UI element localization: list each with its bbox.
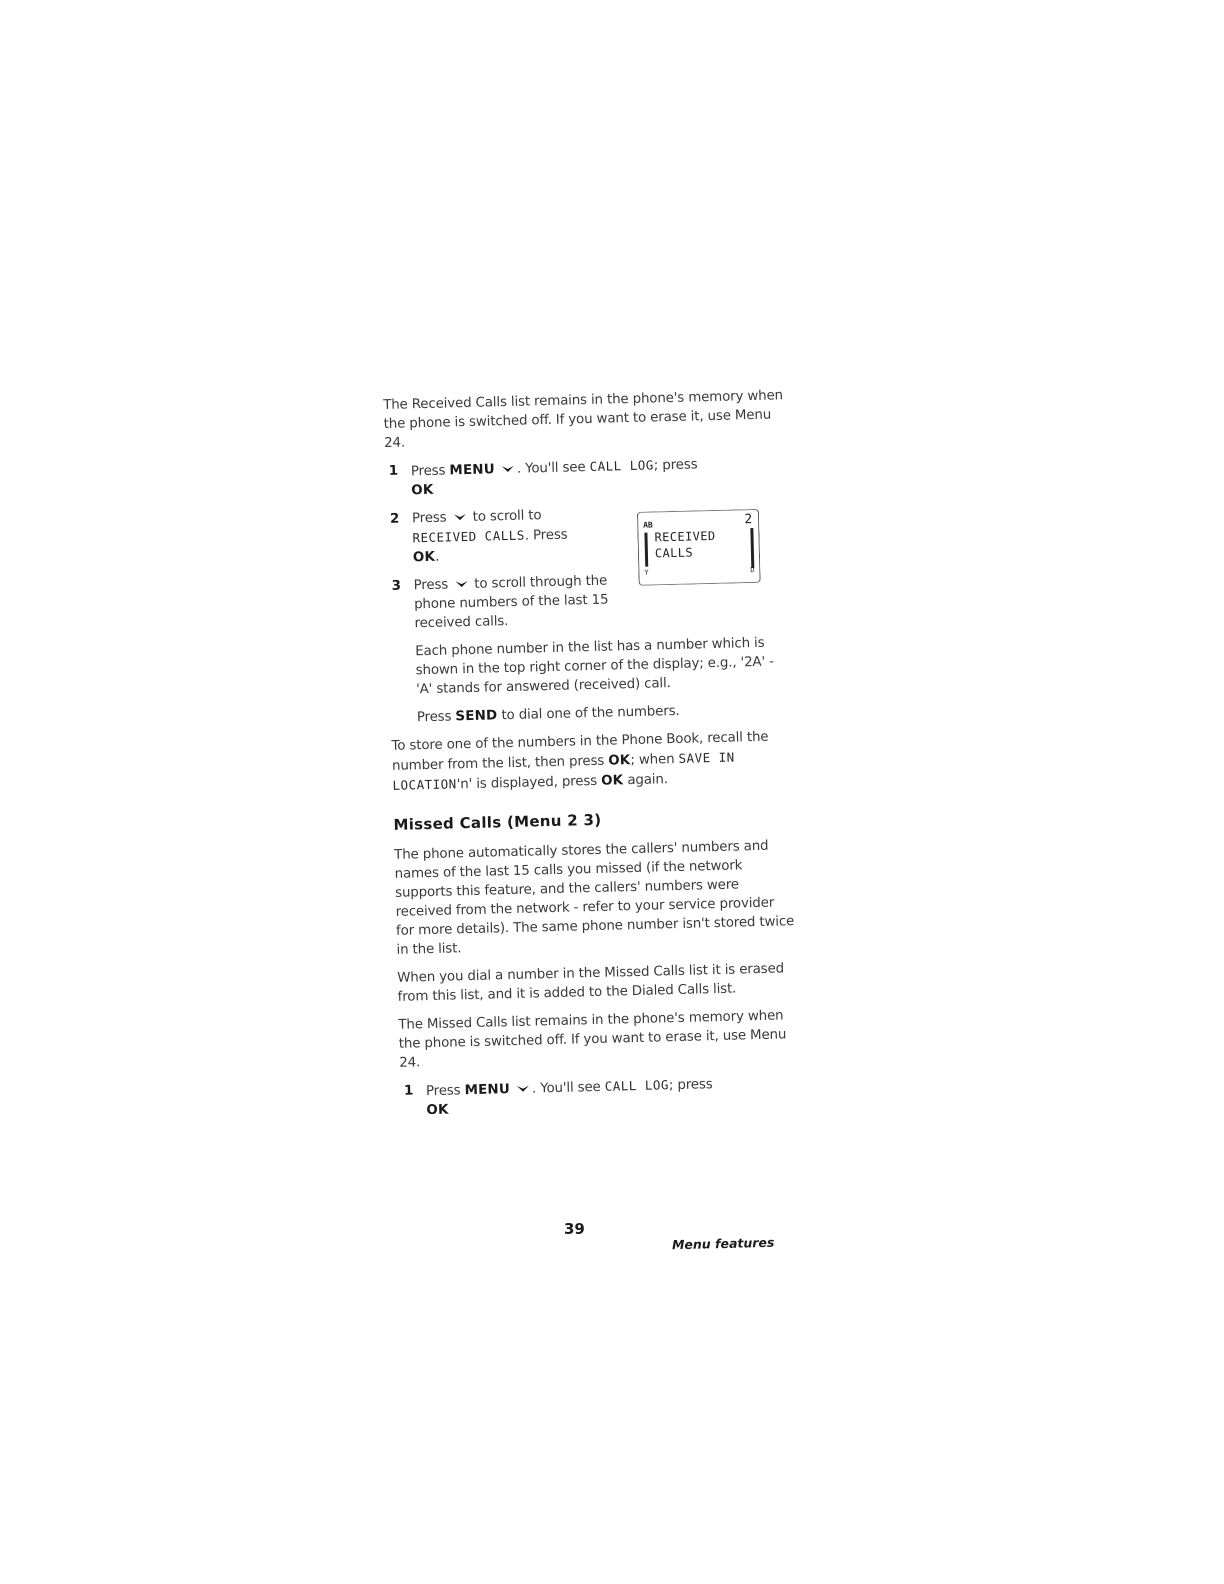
scroll-down-icon — [501, 464, 515, 474]
step-text: . You'll see — [516, 459, 590, 477]
step-text: Press — [413, 577, 453, 594]
display-line-2: CALLS — [654, 545, 694, 561]
menu-key-label: MENU — [464, 1082, 511, 1099]
display-indicator-y: Y — [644, 568, 649, 577]
intro-paragraph: The Received Calls list remains in the phone's memory when the phone is switched off. If you want to erase it, use Menu 24. — [383, 388, 784, 451]
step-3 — [387, 571, 634, 634]
ok-key-label: OK — [412, 549, 436, 566]
display-indicator-d: D — [750, 565, 755, 575]
step-2 — [386, 504, 633, 568]
display-text — [654, 528, 716, 561]
note-each-number: Each phone number in the list has a number which is shown in the top right corner of the display; e.g., '2A' - 'A' stands for answered (received) call. — [415, 635, 774, 698]
missed-step-1 — [400, 1072, 801, 1121]
ok-key-label: OK — [426, 1102, 449, 1119]
missed-paragraph-3: The Missed Calls list remains in the phone's memory when the phone is switched off. If you want to erase it, use Menu 24. — [398, 1008, 787, 1071]
step-text: Press — [425, 1083, 465, 1100]
ok-key-label: OK — [411, 482, 434, 499]
lcd-text: CALL LOG — [604, 1077, 670, 1094]
missed-paragraph-2: When you dial a number in the Missed Calls list it is erased from this list, and it is added to the Dialed Calls list. — [397, 961, 785, 1005]
lcd-text: CALL LOG — [589, 457, 654, 474]
signal-bar-icon — [644, 533, 648, 567]
phone-display-illustration — [637, 509, 761, 586]
step-text: ; press — [653, 457, 698, 474]
step-text: ; press — [668, 1077, 713, 1094]
step-1 — [385, 452, 786, 501]
step-3-notes — [389, 633, 791, 728]
section-title-footer: Menu features — [671, 1234, 775, 1253]
step-text: Press — [410, 463, 450, 480]
lcd-text: SAVE IN LOCATION — [392, 749, 735, 793]
step-number: 1 — [403, 1083, 414, 1099]
step-text: . — [434, 549, 440, 565]
step-text: to scroll to — [468, 508, 542, 525]
step-number: 2 — [389, 511, 400, 527]
store-paragraph: To store one of the numbers in the Phone Book, recall the number from the list, then press OK; when SAVE IN LOCATION'n' is displayed, press OK again. — [391, 729, 769, 793]
steps-2-3-block — [386, 500, 789, 634]
menu-key-label: MENU — [449, 462, 495, 479]
step-number: 3 — [391, 578, 402, 594]
page-number: 39 — [564, 1220, 585, 1238]
missed-paragraph-1: The phone automatically stores the callers' numbers and names of the last 15 calls you missed (if the network supports this feature, and the callers' numbers were received from the network - refer to your service provider for more details). The same phone number isn't stored twice in the list. — [394, 838, 795, 958]
step-text: . Press — [524, 527, 568, 544]
ok-key-label: OK — [600, 773, 624, 789]
step-text: to scroll through the phone numbers of the last 15 received calls. — [413, 573, 609, 632]
note-send: Press SEND to dial one of the numbers. — [416, 703, 680, 726]
manual-page — [383, 386, 801, 1130]
scroll-down-icon — [516, 1084, 530, 1094]
lcd-text: RECEIVED CALLS — [412, 527, 525, 546]
step-text: Press — [411, 510, 451, 527]
scroll-down-icon — [454, 579, 468, 589]
step-text: . You'll see — [531, 1079, 605, 1097]
step-number: 1 — [388, 463, 399, 479]
display-line-1: RECEIVED — [654, 528, 716, 545]
ok-key-label: OK — [608, 753, 631, 769]
scroll-down-icon — [452, 512, 466, 522]
section-heading: Missed Calls (Menu 2 3) — [393, 810, 602, 834]
display-indicator-ab: AB — [643, 520, 653, 530]
send-key-label: SEND — [455, 708, 498, 725]
display-indicator-number: 2 — [744, 512, 753, 528]
